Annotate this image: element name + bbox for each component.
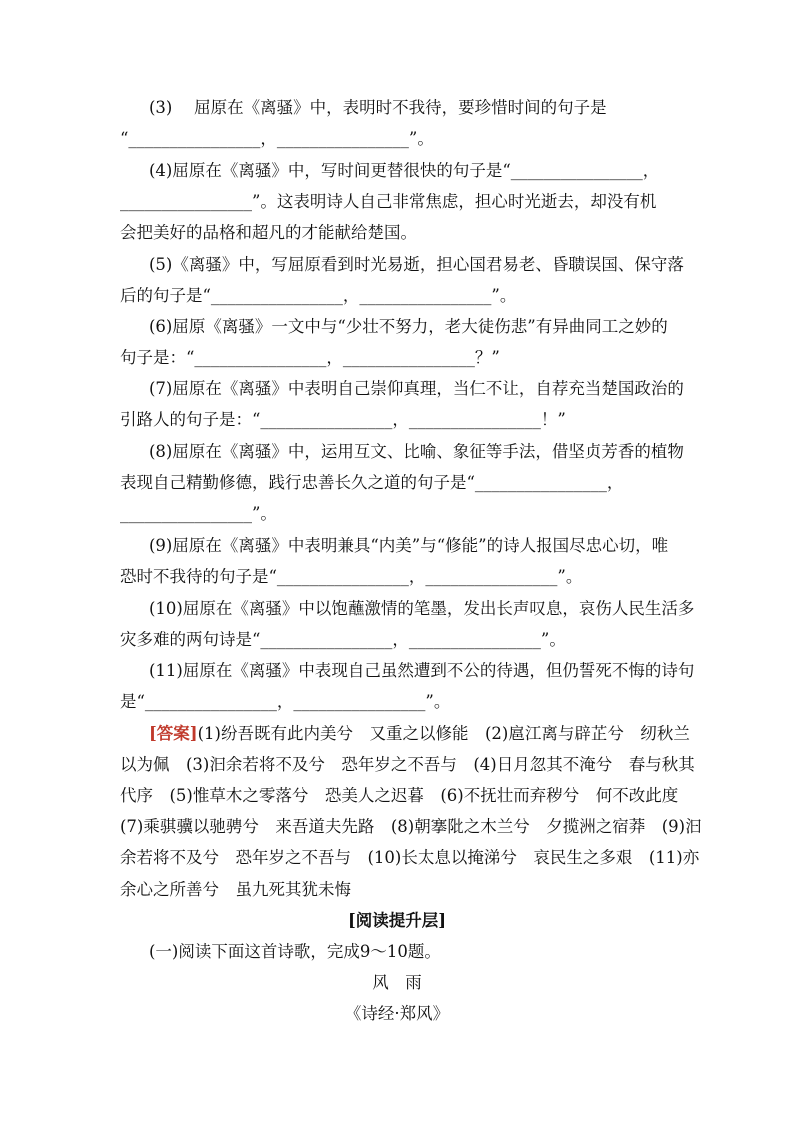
q9-line-1: (9)屈原在《离骚》中表明兼具“内美”与“修能”的诗人报国尽忠心切，唯	[149, 536, 669, 555]
q3-line-1: (3) 屈原在《离骚》中，表明时不我待，要珍惜时间的句子是	[149, 98, 607, 117]
section-title: [阅读提升层]	[347, 911, 447, 930]
answer-line-1	[149, 722, 690, 746]
answer-line-3: 代序 (5)惟草木之零落兮 恐美人之迟暮 (6)不抚壮而弃秽兮 何不改此度	[120, 786, 679, 805]
q7-line-1: (7)屈原在《离骚》中表明自己崇仰真理，当仁不让，自荐充当楚国政治的	[149, 379, 684, 398]
q4-line-1: (4)屈原在《离骚》中，写时间更替很快的句子是“________________，	[149, 161, 660, 180]
q4-line-2: ________________”。这表明诗人自己非常焦虑，担心时光逝去，却没有机	[120, 192, 657, 211]
q9-line-2: 恐时不我待的句子是“________________，________________”。	[120, 567, 583, 586]
q6-line-2: 句子是：“________________，________________？”	[120, 348, 500, 367]
answer-line-4: (7)乘骐骥以驰骋兮 来吾道夫先路 (8)朝搴阰之木兰兮 夕揽洲之宿莽 (9)汩	[120, 817, 702, 836]
reading-intro: (一)阅读下面这首诗歌，完成9～10题。	[149, 942, 441, 961]
q5-line-2: 后的句子是“________________，________________”。	[120, 286, 517, 305]
answer-line-5: 余若将不及兮 恐年岁之不吾与 (10)长太息以掩涕兮 哀民生之多艰 (11)亦	[120, 848, 700, 867]
answer-tag: [答案]	[149, 724, 198, 743]
q10-line-1: (10)屈原在《离骚》中以饱蘸激情的笔墨，发出长声叹息，哀伤人民生活多	[149, 599, 695, 618]
q11-line-2: 是“________________，________________”。	[120, 692, 451, 711]
poem-source: 《诗经·郑风》	[344, 1004, 450, 1023]
q3-line-2: “________________，________________”。	[120, 129, 434, 148]
answer-text-1: (1)纷吾既有此内美兮 又重之以修能 (2)扈江离与辟芷兮 纫秋兰	[197, 724, 690, 743]
answer-line-6: 余心之所善兮 虽九死其犹未悔	[120, 880, 351, 899]
q8-line-2: 表现自己精勤修德，践行忠善长久之道的句子是“________________，	[120, 473, 624, 492]
q6-line-1: (6)屈原《离骚》一文中与“少壮不努力，老大徒伤悲”有异曲同工之妙的	[149, 317, 668, 336]
answer-line-2: 以为佩 (3)汩余若将不及兮 恐年岁之不吾与 (4)日月忽其不淹兮 春与秋其	[120, 755, 695, 774]
q5-line-1: (5)《离骚》中，写屈原看到时光易逝，担心国君易老、昏聩误国、保守落	[149, 255, 684, 274]
poem-title: 风 雨	[372, 973, 422, 992]
q7-line-2: 引路人的句子是：“________________，________________！”	[120, 410, 566, 429]
q4-line-3: 会把美好的品格和超凡的才能献给楚国。	[120, 223, 417, 242]
q8-line-3: ________________”。	[120, 504, 277, 523]
q11-line-1: (11)屈原在《离骚》中表现自己虽然遭到不公的待遇，但仍誓死不悔的诗句	[149, 661, 695, 680]
q10-line-2: 灾多难的两句诗是“________________，________________”。	[120, 630, 566, 649]
q8-line-1: (8)屈原在《离骚》中，运用互文、比喻、象征等手法，借坚贞芳香的植物	[149, 442, 684, 461]
